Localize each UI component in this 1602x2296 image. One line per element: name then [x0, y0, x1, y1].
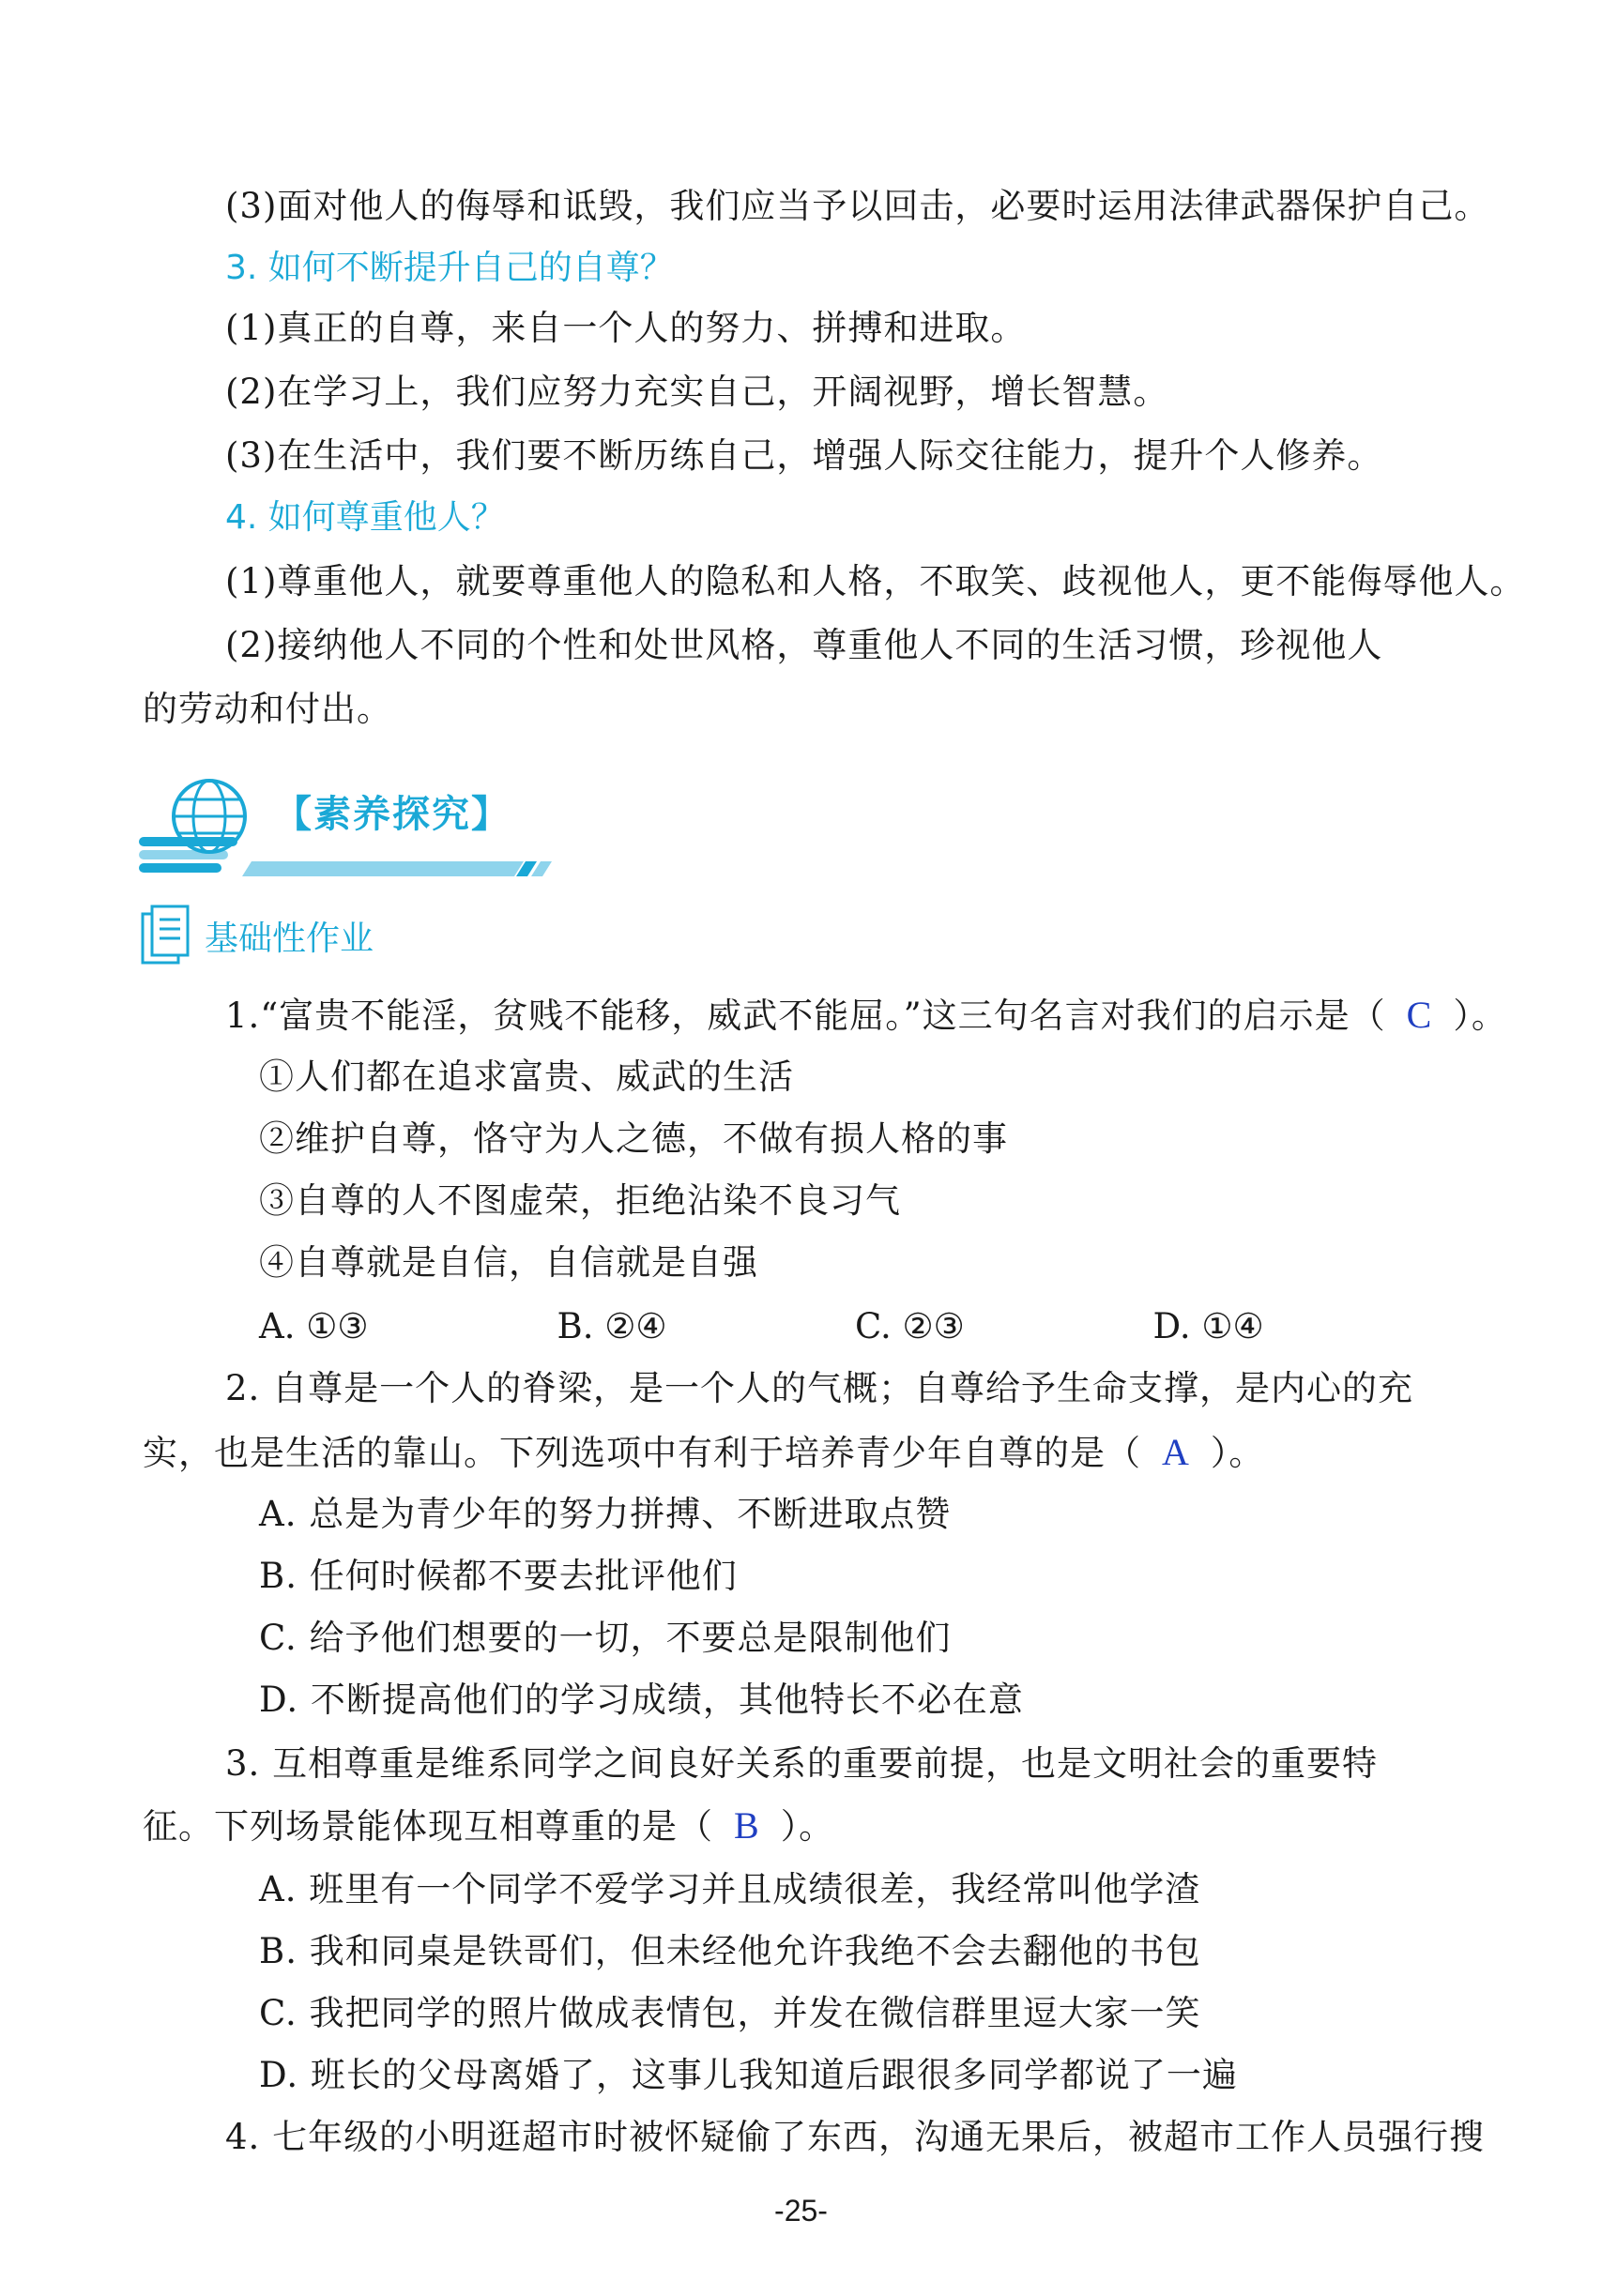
text-line: (1)尊重他人，就要尊重他人的隐私和人格，不取笑、歧视他人，更不能侮辱他人。	[225, 561, 1526, 601]
section-title: 【素养探究】	[274, 793, 511, 836]
question-1-answer: C	[1406, 994, 1433, 1036]
option-d: D. ①④	[1152, 1306, 1264, 1346]
text-line: (3)在生活中，我们要不断历练自己，增强人际交往能力，提升个人修养。	[225, 435, 1383, 476]
page-number: -25-	[774, 2194, 828, 2228]
question-1-item: ②维护自尊，恪守为人之德，不做有损人格的事	[259, 1118, 1008, 1159]
question-2-option: A. 总是为青少年的努力拼搏、不断进取点赞	[259, 1494, 952, 1534]
question-3-text-end: ）。	[780, 1806, 835, 1847]
document-icon	[139, 903, 193, 968]
question-1-item: ③自尊的人不图虚荣，拒绝沾染不良习气	[259, 1180, 901, 1221]
question-3-option: B. 我和同桌是铁哥们，但未经他允许我绝不会去翻他的书包	[259, 1931, 1201, 1971]
question-3-option: D. 班长的父母离婚了，这事儿我知道后跟很多同学都说了一遍	[259, 2055, 1238, 2095]
option-c: C. ②③	[855, 1306, 965, 1346]
question-3-option: A. 班里有一个同学不爱学习并且成绩很差，我经常叫他学渣	[259, 1869, 1201, 1909]
question-heading-3: 3. 如何不断提升自己的自尊？	[225, 249, 674, 287]
question-1-item: ④自尊就是自信，自信就是自强	[259, 1242, 758, 1283]
question-3-stem-line1: 3. 互相尊重是维系同学之间良好关系的重要前提，也是文明社会的重要特	[225, 1743, 1379, 1784]
question-heading-4: 4. 如何尊重他人？	[225, 498, 505, 537]
option-a: A. ①③	[259, 1306, 369, 1346]
option-b: B. ②④	[557, 1306, 667, 1346]
question-1-item: ①人们都在追求富贵、威武的生活	[259, 1057, 794, 1097]
question-1-options	[259, 1304, 1451, 1349]
question-2-option: C. 给予他们想要的一切，不要总是限制他们	[259, 1618, 952, 1658]
text-line: (3)面对他人的侮辱和诋毁，我们应当予以回击，必要时运用法律武器保护自己。	[225, 186, 1490, 226]
text-line: (2)接纳他人不同的个性和处世风格，尊重他人不同的生活习惯，珍视他人	[225, 625, 1383, 665]
text-line: (1)真正的自尊，来自一个人的努力、拼搏和进取。	[225, 308, 1027, 348]
subsection-title: 基础性作业	[205, 920, 374, 958]
question-2-answer: A	[1162, 1431, 1190, 1473]
question-2-option: B. 任何时候都不要去批评他们	[259, 1556, 738, 1596]
question-2-text: 实，也是生活的靠山。下列选项中有利于培养青少年自尊的是（	[143, 1433, 1141, 1473]
text-line: (2)在学习上，我们应努力充实自己，开阔视野，增长智慧。	[225, 372, 1169, 412]
question-3-answer: B	[734, 1804, 760, 1847]
question-3-text: 征。下列场景能体现互相尊重的是（	[143, 1806, 713, 1847]
question-1-text-end: ）。	[1453, 996, 1507, 1036]
question-2-stem-line2	[143, 1430, 1264, 1476]
question-2-stem-line1: 2. 自尊是一个人的脊梁，是一个人的气概；自尊给予生命支撑，是内心的充	[225, 1368, 1414, 1408]
question-3-stem-line2	[143, 1803, 834, 1849]
question-1-text: 1.“富贵不能淫，贫贱不能移，威武不能屈。”这三句名言对我们的启示是（	[225, 996, 1386, 1036]
question-2-text-end: ）。	[1210, 1433, 1265, 1473]
text-line: 的劳动和付出。	[143, 689, 392, 729]
question-3-option: C. 我把同学的照片做成表情包，并发在微信群里逗大家一笑	[259, 1993, 1201, 2033]
question-2-option: D. 不断提高他们的学习成绩，其他特长不必在意	[259, 1680, 1024, 1720]
question-4-stem-line1: 4. 七年级的小明逛超市时被怀疑偷了东西，沟通无果后，被超市工作人员强行搜	[225, 2117, 1486, 2157]
question-1-stem	[225, 993, 1507, 1039]
